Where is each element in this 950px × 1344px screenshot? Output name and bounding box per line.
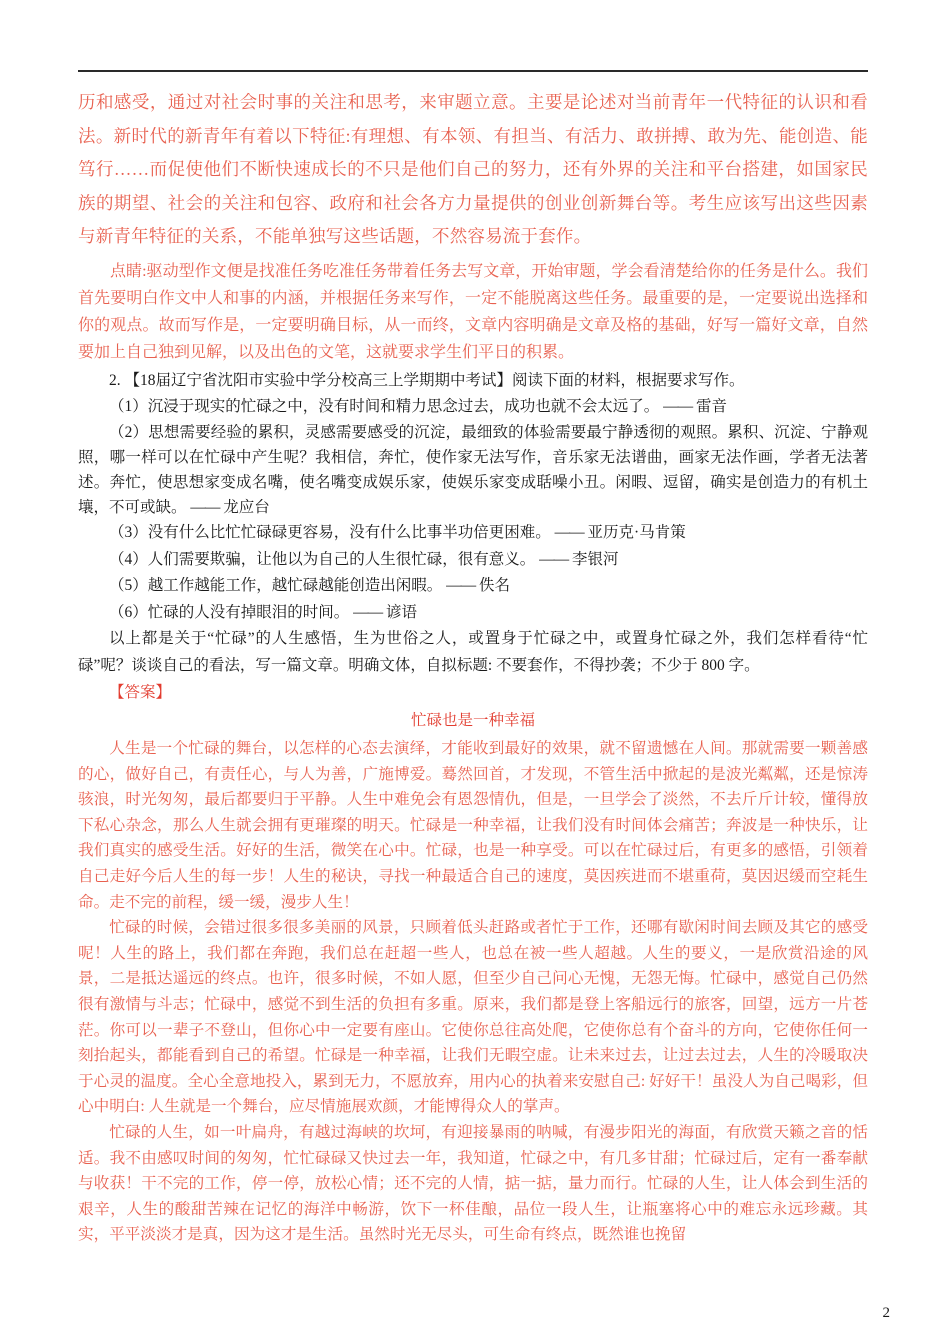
question-heading: [78, 368, 868, 394]
material-attribution: 龙应台: [223, 499, 270, 516]
material-attribution: 佚名: [479, 577, 511, 594]
material-marker: （1）: [109, 397, 148, 415]
answer-label: 【答案】: [109, 684, 172, 701]
question-number: 2.: [109, 371, 121, 389]
writing-prompt: 以上都是关于“忙碌”的人生感悟，生为世俗之人，或置身于忙碌之中，或置身忙碌之外，我们怎样看待“忙碌”呢？谈谈自己的看法，写一篇文章。明确文体，自拟标题: 不要套作，不得抄袭；不少于 800 字。: [78, 630, 868, 674]
material-attribution: 雷音: [696, 397, 728, 415]
attribution-dash: ——: [353, 603, 383, 621]
material-marker: （5）: [109, 577, 148, 594]
material-item: [78, 420, 868, 520]
material-marker: （3）: [109, 524, 148, 541]
question-source: 【18届辽宁省沈阳市实验中学分校高三上学期期中考试】: [124, 371, 513, 389]
page-content: [78, 86, 868, 1248]
essay-title: 忙碌也是一种幸福: [410, 712, 535, 729]
material-item: [78, 547, 868, 574]
material-marker: （2）: [109, 424, 149, 441]
material-text: 人们需要欺骗，让他以为自己的人生很忙碌，很有意义。: [147, 550, 536, 568]
material-text: 思想需要经验的累积，灵感需要感受的沉淀，最细致的体验需要最宁静透彻的观照。累积、沉淀、宁静观照，哪一样可以在忙碌中产生呢？我相信，奔忙，使作家无法写作，音乐家无法谱曲，画家无法作画，学者无法著述。奔忙，使思想家变成名嘴，使名嘴变成娱乐家，使娱乐家变成聒噪小丑。闲暇、逗留，确实是创造力的有机土壤，不可或缺。: [78, 424, 868, 516]
material-attribution: 亚历克·马肯策: [587, 524, 686, 541]
material-text: 越工作越能工作，越忙碌越能创造出闲暇。: [147, 577, 443, 594]
attribution-dash: ——: [554, 524, 584, 541]
material-marker: （6）: [109, 603, 148, 621]
dianjing-paragraph: [78, 258, 868, 366]
material-text: 沉浸于现实的忙碌之中，没有时间和精力思念过去，成功也就不会太远了。: [147, 397, 660, 415]
question-instruction: 阅读下面的材料，根据要求写作。: [512, 371, 745, 389]
material-item: [78, 520, 868, 547]
material-item: [78, 573, 868, 600]
analysis-paragraph: 历和感受，通过对社会时事的关注和思考，来审题立意。主要是论述对当前青年一代特征的认识和看法。新时代的新青年有着以下特征:有理想、有本领、有担当、有活力、敢拼搏、敢为先、能创造、能笃行……而促使他们不断快速成长的不只是他们自己的努力，还有外界的关注和平台搭建，如国家民族的期望、社会的关注和包容、政府和社会各方力量提供的创业创新舞台等。考生应该写出这些因素与新青年特征的关系，不能单独写这些话题，不然容易流于套作。: [78, 92, 868, 246]
attribution-dash: ——: [446, 577, 476, 594]
material-text: 没有什么比忙忙碌碌更容易，没有什么比事半功倍更困难。: [147, 524, 551, 541]
material-attribution: 李银河: [572, 550, 619, 568]
material-item: [78, 394, 868, 421]
essay-paragraph: 人生是一个忙碌的舞台，以怎样的心态去演绎，才能收到最好的效果，就不留遗憾在人间。那就需要一颗善感的心，做好自己，有责任心，与人为善，广施博爱。蓦然回首，才发现，不管生活中掀起的是波光粼粼，还是惊涛骇浪，时光匆匆，最后都要归于平静。人生中难免会有恩怨情仇，但是，一旦学会了淡然，不去斤斤计较，懂得放下私心杂念，那么人生就会拥有更璀璨的明天。忙碌是一种幸福，让我们没有时间体会痛苦；奔波是一种快乐，让我们真实的感受生活。好好的生活，微笑在心中。忙碌，也是一种享受。可以在忙碌过后，有更多的感悟，引领着自己走好今后人生的每一步！人生的秘诀，寻找一种最适合自己的速度，莫因疾进而不堪重荷，莫因迟缓而空耗生命。走不完的前程，缓一缓，漫步人生！: [78, 740, 868, 911]
header-rule: [78, 70, 868, 72]
essay-paragraph: 忙碌的人生，如一叶扁舟，有越过海峡的坎坷，有迎接暴雨的呐喊，有漫步阳光的海面，有欣赏天籁之音的恬适。我不由感叹时间的匆匆，忙忙碌碌又快过去一年，我知道，忙碌之中，有几多甘甜；忙碌过后，定有一番奉献与收获！干不完的工作，停一停，放松心情；还不完的人情，掂一掂，量力而行。忙碌的人生，让人体会到生活的艰辛，人生的酸甜苦辣在记忆的海洋中畅游，饮下一杯佳酿，品位一段人生，让瓶塞将心中的难忘永远珍藏。其实，平平淡淡才是真，因为这才是生活。虽然时光无尽头，可生命有终点，既然谁也挽留: [78, 1123, 868, 1244]
attribution-dash: ——: [190, 499, 220, 516]
material-item: [78, 600, 868, 627]
dianjing-label: 点睛:: [110, 262, 147, 280]
dianjing-text: 驱动型作文便是找准任务吃准任务带着任务去写文章，开始审题，学会看清楚给你的任务是什么。我们首先要明白作文中人和事的内涵，并根据任务来写作，一定不能脱离这些任务。最重要的是，一定要说出选择和你的观点。故而写作是，一定要明确目标，从一而终，文章内容明确是文章及格的基础，好写一篇好文章，自然要加上自己独到见解，以及出色的文笔，这就要求学生们平日的积累。: [78, 262, 868, 361]
attribution-dash: ——: [539, 550, 569, 568]
attribution-dash: ——: [663, 397, 693, 415]
essay-paragraph: 忙碌的时候，会错过很多很多美丽的风景，只顾着低头赶路或者忙于工作，还哪有歇闲时间去顾及其它的感受呢！人生的路上，我们都在奔跑，我们总在赶超一些人，也总在被一些人超越。人生的要义，一是欣赏沿途的风景，二是抵达遥远的终点。也许，很多时候，不如人愿，但至少自己问心无愧，无怨无悔。忙碌中，感觉自己仍然很有激情与斗志；忙碌中，感觉不到生活的负担有多重。原来，我们都是登上客船远行的旅客，回望，远方一片苍茫。你可以一辈子不登山，但你心中一定要有座山。它使你总往高处爬，它使你总有个奋斗的方向，它使你任何一刻抬起头，都能看到自己的希望。忙碌是一种幸福，让我们无暇空虚。让未来过去，让过去过去，人生的冷暖取决于心灵的温度。全心全意地投入，累到无力，不愿放弃，用内心的执着来安慰自己: 好好干！虽没人为自己喝彩，但心中明白: 人生就是一个舞台，应尽情施展欢颜，才能博得众人的掌声。: [78, 919, 868, 1116]
material-text: 忙碌的人没有掉眼泪的时间。: [147, 603, 350, 621]
material-marker: （4）: [109, 550, 148, 568]
material-attribution: 谚语: [386, 603, 418, 621]
page-number: 2: [882, 1305, 890, 1321]
